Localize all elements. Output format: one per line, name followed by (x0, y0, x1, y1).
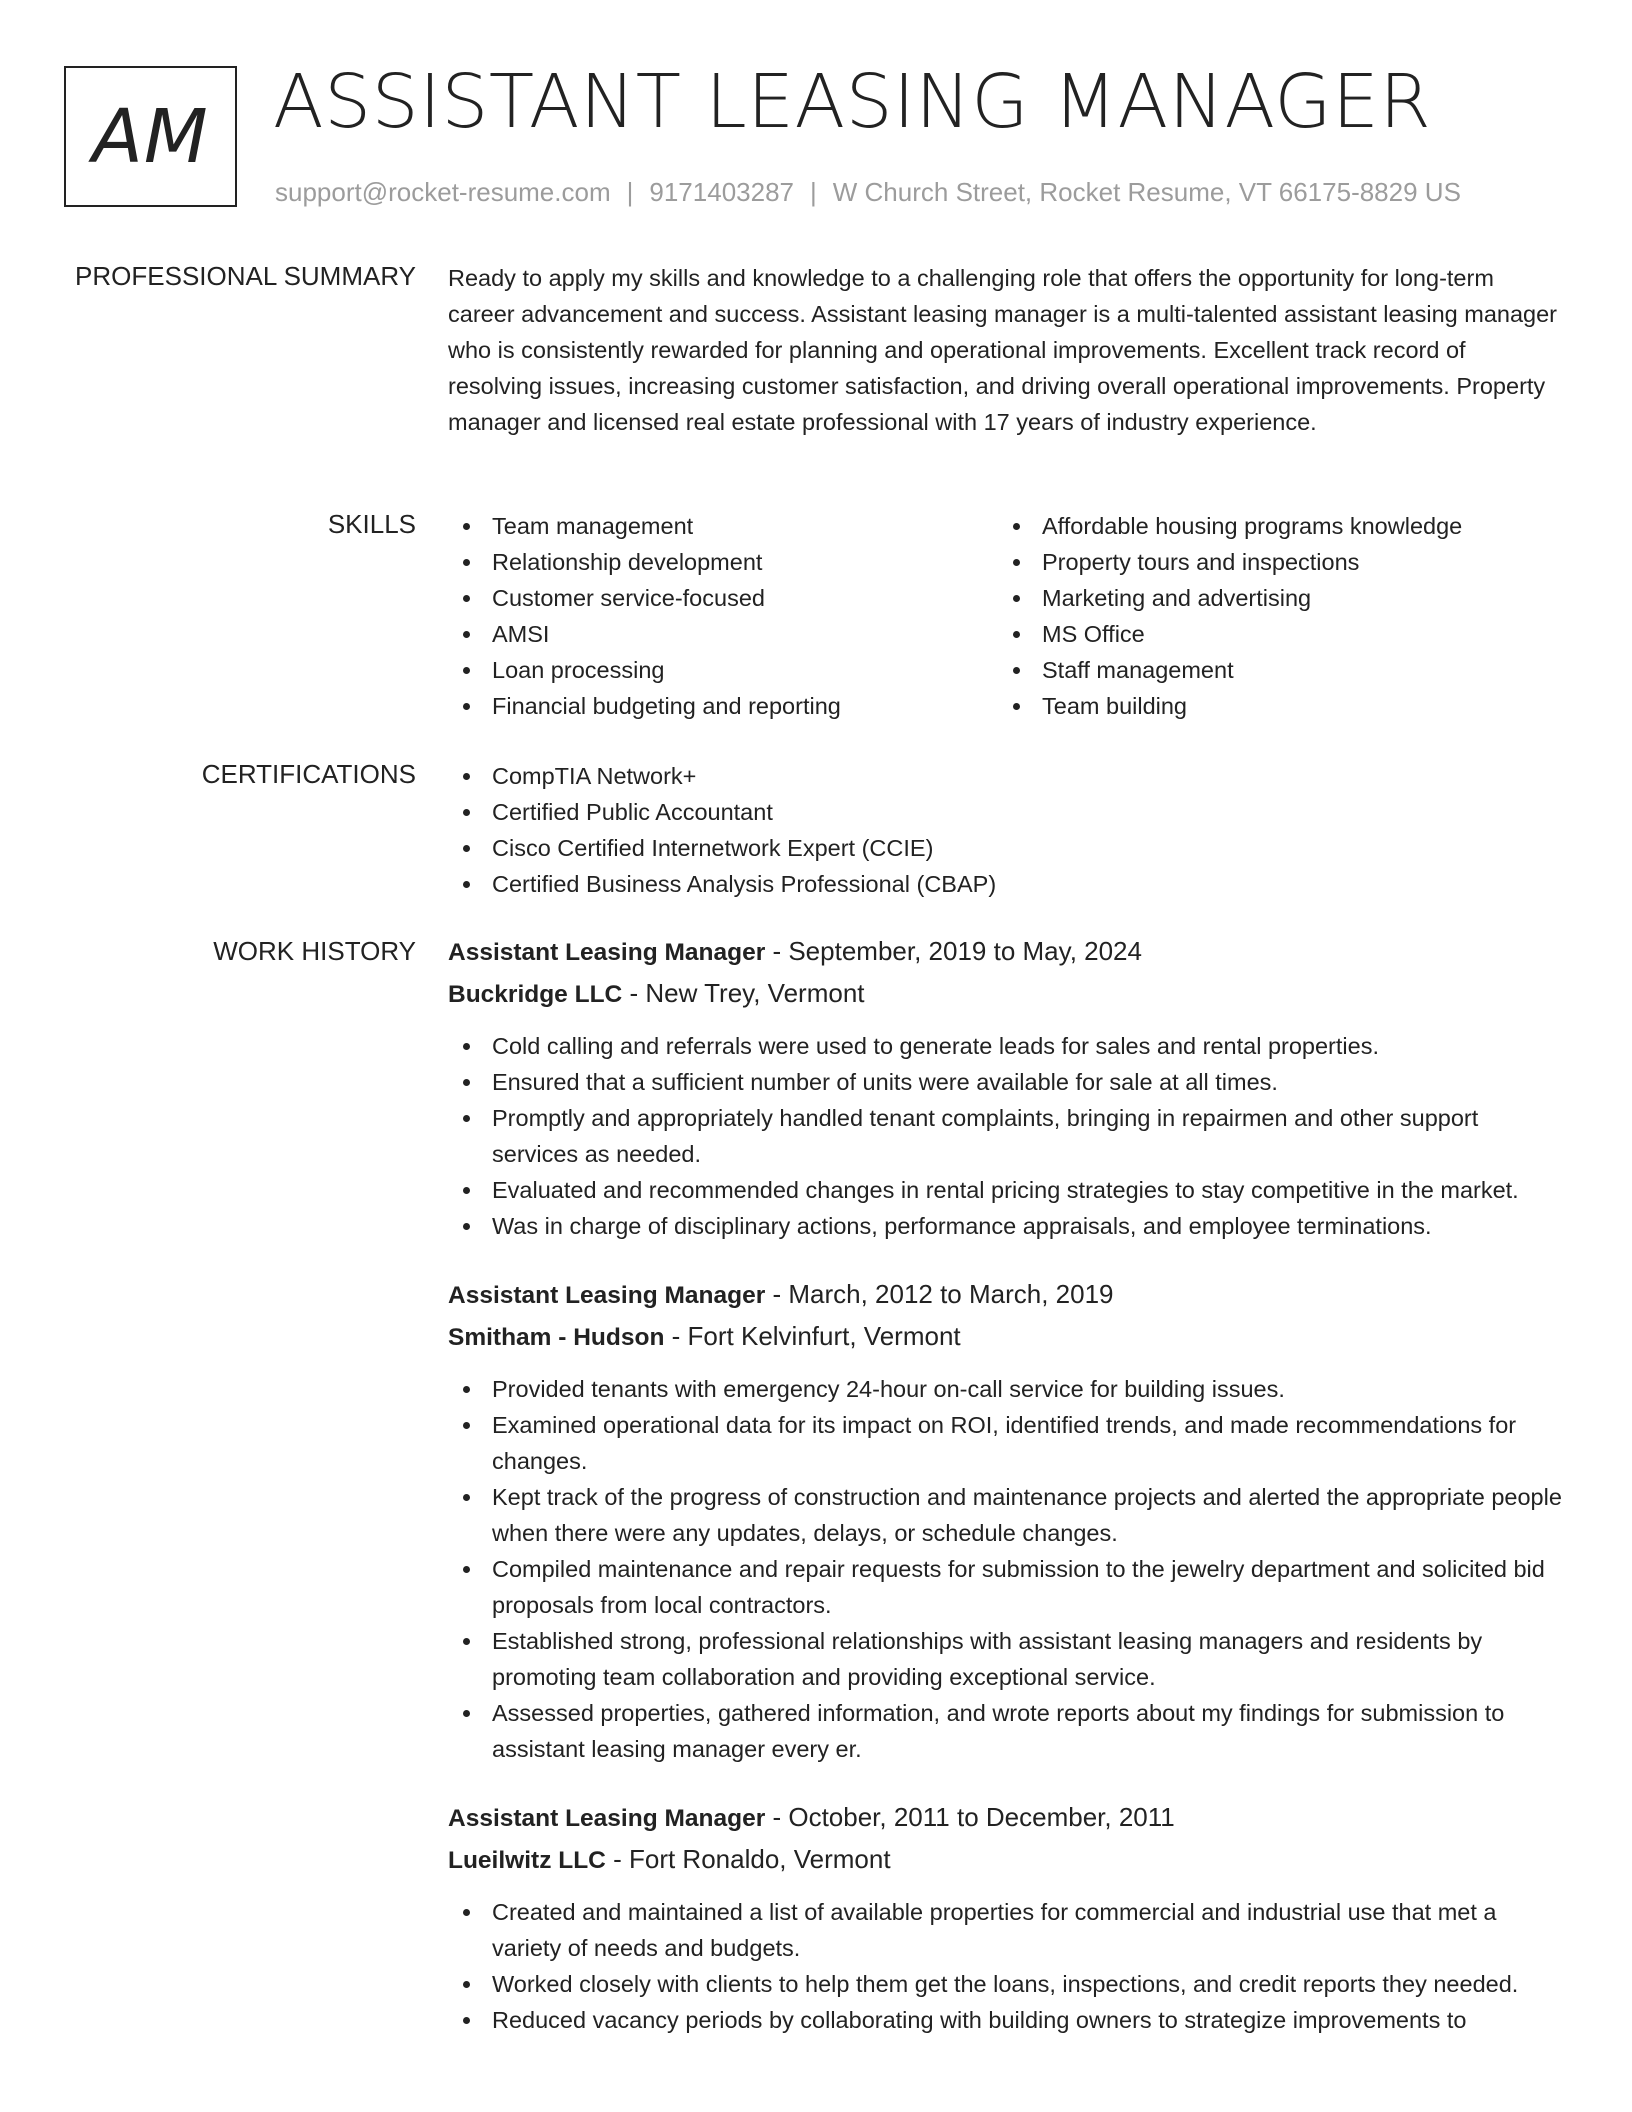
contact-phone: 9171403287 (649, 177, 794, 207)
job-dates: - October, 2011 to December, 2011 (765, 1802, 1175, 1832)
job-company: Smitham - Hudson (448, 1324, 665, 1351)
contact-separator: | (810, 177, 817, 207)
list-item: Reduced vacancy periods by collaborating with building owners to strategize improvements to (448, 2002, 1565, 2038)
job-title: Assistant Leasing Manager (448, 1282, 766, 1309)
list-item: Created and maintained a list of available properties for commercial and industrial use that met a variety of needs and budgets. (448, 1894, 1565, 1966)
list-item: Worked closely with clients to help them get the loans, inspections, and credit reports they needed. (448, 1966, 1565, 2002)
list-item: Relationship development (448, 544, 998, 580)
list-item: Team building (998, 688, 1548, 724)
list-item: Affordable housing programs knowledge (998, 508, 1548, 544)
job-title: Assistant Leasing Manager (448, 939, 766, 966)
job-duties-list (448, 1371, 1565, 1767)
skills-label: SKILLS (327, 509, 416, 539)
job-title-line (448, 1797, 1565, 1839)
list-item: Certified Business Analysis Professional (CBAP) (448, 866, 1565, 902)
list-item: Examined operational data for its impact on ROI, identified trends, and made recommendations for changes. (448, 1407, 1565, 1479)
summary-text: Ready to apply my skills and knowledge to a challenging role that offers the opportunity for long-term career advancement and success. Assistant leasing manager is a multi-talented assistant leasing manager who is consistently rewarded for planning and operational improvements. Excellent track record of resolving issues, increasing customer satisfaction, and driving overall operational improvements. Property manager and licensed real estate professional with 17 years of industry experience. (448, 265, 1558, 435)
contact-address: W Church Street, Rocket Resume, VT 66175-8829 US (832, 177, 1461, 207)
job-location: - Fort Kelvinfurt, Vermont (664, 1321, 961, 1351)
list-item: CompTIA Network+ (448, 758, 1565, 794)
contact-email: support@rocket-resume.com (275, 177, 611, 207)
list-item: MS Office (998, 616, 1548, 652)
job-duties-list (448, 1894, 1565, 2038)
list-item: Compiled maintenance and repair requests for submission to the jewelry department and solicited bid proposals from local contractors. (448, 1551, 1565, 1623)
job-entry (448, 1797, 1565, 2038)
summary-body (448, 260, 1565, 440)
list-item: Ensured that a sufficient number of units were available for sale at all times. (448, 1064, 1565, 1100)
list-item: Provided tenants with emergency 24-hour on-call service for building issues. (448, 1371, 1565, 1407)
job-company-line (448, 1316, 1565, 1358)
job-entry (448, 931, 1565, 1244)
job-dates: - September, 2019 to May, 2024 (765, 936, 1142, 966)
list-item: Cisco Certified Internetwork Expert (CCIE) (448, 830, 1565, 866)
monogram-initials: AM (92, 93, 209, 180)
work-history-label: WORK HISTORY (213, 936, 416, 966)
certifications-label: CERTIFICATIONS (201, 759, 416, 789)
list-item: Loan processing (448, 652, 998, 688)
list-item: Evaluated and recommended changes in rental pricing strategies to stay competitive in the market. (448, 1172, 1565, 1208)
list-item: Was in charge of disciplinary actions, performance appraisals, and employee terminations. (448, 1208, 1565, 1244)
job-location: - Fort Ronaldo, Vermont (605, 1844, 891, 1874)
job-title-line (448, 1274, 1565, 1316)
work-history-body (448, 931, 1565, 2068)
list-item: Certified Public Accountant (448, 794, 1565, 830)
job-company: Buckridge LLC (448, 981, 623, 1008)
job-title-line (448, 931, 1565, 973)
list-item: Property tours and inspections (998, 544, 1548, 580)
job-title: Assistant Leasing Manager (448, 1805, 766, 1832)
job-duties-list (448, 1028, 1565, 1244)
certifications-list (448, 758, 1565, 902)
list-item: Team management (448, 508, 998, 544)
skills-list-right (998, 508, 1548, 724)
list-item: AMSI (448, 616, 998, 652)
skills-body (448, 508, 1565, 724)
job-entry (448, 1274, 1565, 1767)
skills-list-left (448, 508, 998, 724)
job-company-line (448, 1839, 1565, 1881)
job-dates: - March, 2012 to March, 2019 (765, 1279, 1114, 1309)
list-item: Financial budgeting and reporting (448, 688, 998, 724)
certifications-body (448, 758, 1565, 902)
list-item: Assessed properties, gathered information, and wrote reports about my findings for submission to assistant leasing manager every er. (448, 1695, 1565, 1767)
resume-title: ASSISTANT LEASING MANAGER (273, 59, 1432, 145)
list-item: Cold calling and referrals were used to generate leads for sales and rental properties. (448, 1028, 1565, 1064)
contact-separator: | (626, 177, 634, 207)
list-item: Promptly and appropriately handled tenant complaints, bringing in repairmen and other support services as needed. (448, 1100, 1565, 1172)
list-item: Customer service-focused (448, 580, 998, 616)
summary-label: PROFESSIONAL SUMMARY (75, 261, 416, 291)
list-item: Kept track of the progress of construction and maintenance projects and alerted the appropriate people when there were any updates, delays, or schedule changes. (448, 1479, 1565, 1551)
contact-line (275, 176, 1461, 208)
monogram-box (64, 66, 237, 207)
job-company-line (448, 973, 1565, 1015)
job-company: Lueilwitz LLC (448, 1847, 606, 1874)
list-item: Staff management (998, 652, 1548, 688)
list-item: Established strong, professional relationships with assistant leasing managers and residents by promoting team collaboration and providing exceptional service. (448, 1623, 1565, 1695)
list-item: Marketing and advertising (998, 580, 1548, 616)
job-location: - New Trey, Vermont (622, 978, 865, 1008)
